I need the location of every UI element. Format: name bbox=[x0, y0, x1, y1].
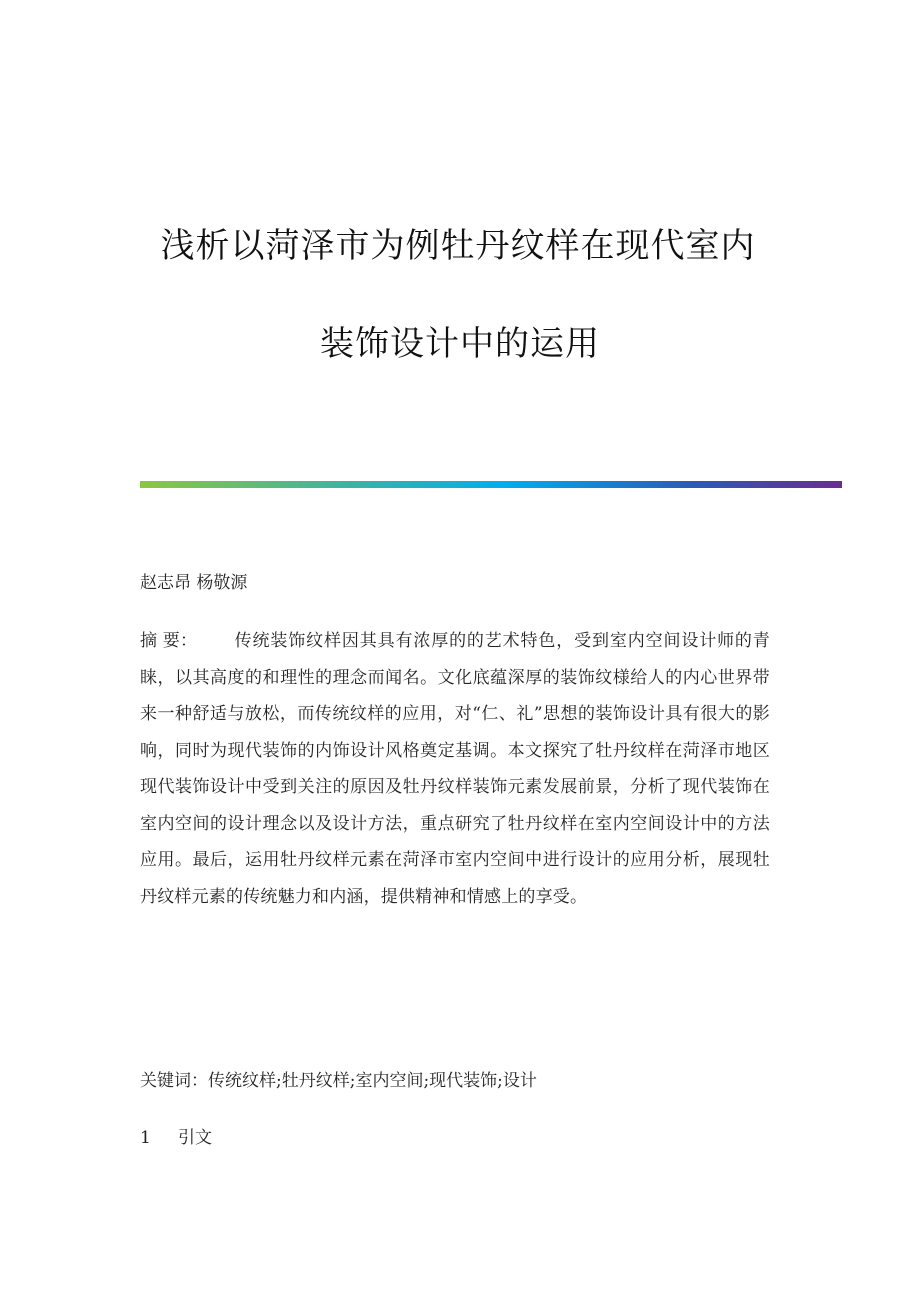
abstract-paragraph bbox=[140, 623, 770, 915]
abstract-label: 摘 要： bbox=[140, 631, 198, 651]
gradient-divider bbox=[140, 481, 842, 488]
page-title-line-2: 装饰设计中的运用 bbox=[320, 324, 600, 364]
section-title: 引文 bbox=[178, 1128, 212, 1148]
section-number: 1 bbox=[140, 1128, 151, 1148]
section-heading bbox=[140, 1123, 770, 1148]
abstract-text: 传统装饰纹样因其具有浓厚的的艺术特色，受到室内空间设计师的青睐，以其高度的和理性的理念而闻名。文化底蕴深厚的装饰纹様给人的内心世界带来一种舒适与放松，而传统纹样的应用，对“仁、礼”思想的装饰设计具有很大的影响，同时为现代装饰的内饰设计风格奠定基调。本文探究了牡丹纹样在菏泽市地区现代装饰设计中受到关注的原因及牡丹纹样装饰元素发展前景，分析了现代装饰在室内空间的设计理念以及设计方法，重点研究了牡丹纹样在室内空间设计中的方法应用。最后，运用牡丹纹样元素在菏泽市室内空间中进行设计的应用分析，展现牡丹纹样元素的传统魅力和内涵，提供精神和情感上的享受。 bbox=[140, 631, 770, 907]
keywords: 关键词：传统纹样;牡丹纹样;室内空间;现代装饰;设计 bbox=[140, 1071, 537, 1091]
page-title-line-1: 浅析以菏泽市为例牡丹纹样在现代室内 bbox=[160, 226, 756, 266]
authors: 赵志昂 杨敬源 bbox=[140, 573, 248, 593]
